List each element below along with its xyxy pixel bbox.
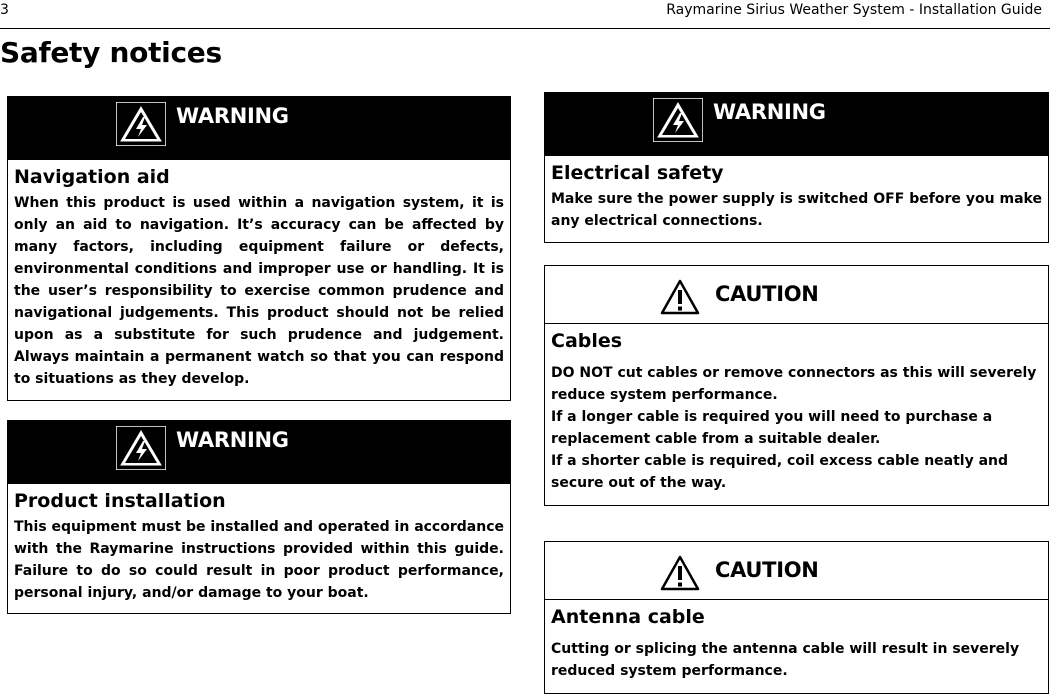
warning-header: [8, 421, 510, 484]
exclamation-triangle-icon: [660, 555, 700, 591]
page-number: 3: [0, 2, 9, 18]
notice-title: Electrical safety: [551, 162, 724, 184]
notice-electrical-safety: [544, 92, 1049, 243]
warning-header: [545, 93, 1048, 156]
exclamation-triangle-icon: [660, 279, 700, 315]
notice-title: Antenna cable: [551, 606, 705, 628]
warning-label: WARNING: [713, 100, 826, 124]
caution-header: [545, 542, 1048, 600]
notice-text: Make sure the power supply is switched OFF before you make any electrical connections.: [551, 191, 1042, 229]
warning-label: WARNING: [176, 428, 289, 452]
electrical-hazard-icon: [116, 426, 166, 470]
caution-label: CAUTION: [715, 558, 819, 582]
section-title: Safety notices: [0, 36, 222, 69]
electrical-hazard-icon: [653, 98, 703, 142]
notice-line: DO NOT cut cables or remove connectors as this will severely reduce system performance.: [551, 365, 1037, 403]
notice-line: If a shorter cable is required, coil excess cable neatly and secure out of the way.: [551, 453, 1009, 491]
electrical-hazard-icon: [116, 102, 166, 146]
notice-antenna-cable: [544, 541, 1049, 694]
caution-header: [545, 266, 1048, 324]
notice-text: When this product is used within a navigation system, it is only an aid to navigation. It’s accuracy can be affected by many factors, including equipment failure or defects, environmental conditions and improper use or handling. It is the user’s responsibility to exercise common prudence and navigational judgements. This product should not be relied upon as a substitute for such prudence and judgement. Always maintain a permanent watch so that you can respond to situations as they develop.: [14, 195, 504, 387]
notice-title: Product installation: [14, 490, 226, 512]
notice-product-installation: [7, 420, 511, 614]
caution-label: CAUTION: [715, 282, 819, 306]
page-header: [0, 0, 1050, 29]
notice-text: [551, 362, 1042, 494]
notice-text: Cutting or splicing the antenna cable will result in severely reduced system performance.: [551, 641, 1020, 679]
warning-header: [8, 97, 510, 160]
notice-title: Navigation aid: [14, 166, 170, 188]
document-title: Raymarine Sirius Weather System - Installation Guide: [666, 2, 1042, 18]
notice-title: Cables: [551, 330, 623, 352]
notice-line: If a longer cable is required you will need to purchase a replacement cable from a suitable dealer.: [551, 409, 993, 447]
warning-label: WARNING: [176, 104, 289, 128]
notice-navigation-aid: [7, 96, 511, 401]
notice-text: This equipment must be installed and operated in accordance with the Raymarine instructions provided within this guide. Failure to do so could result in poor product performance, personal injury, and/or damage to your boat.: [14, 519, 504, 601]
notice-cables: [544, 265, 1049, 506]
